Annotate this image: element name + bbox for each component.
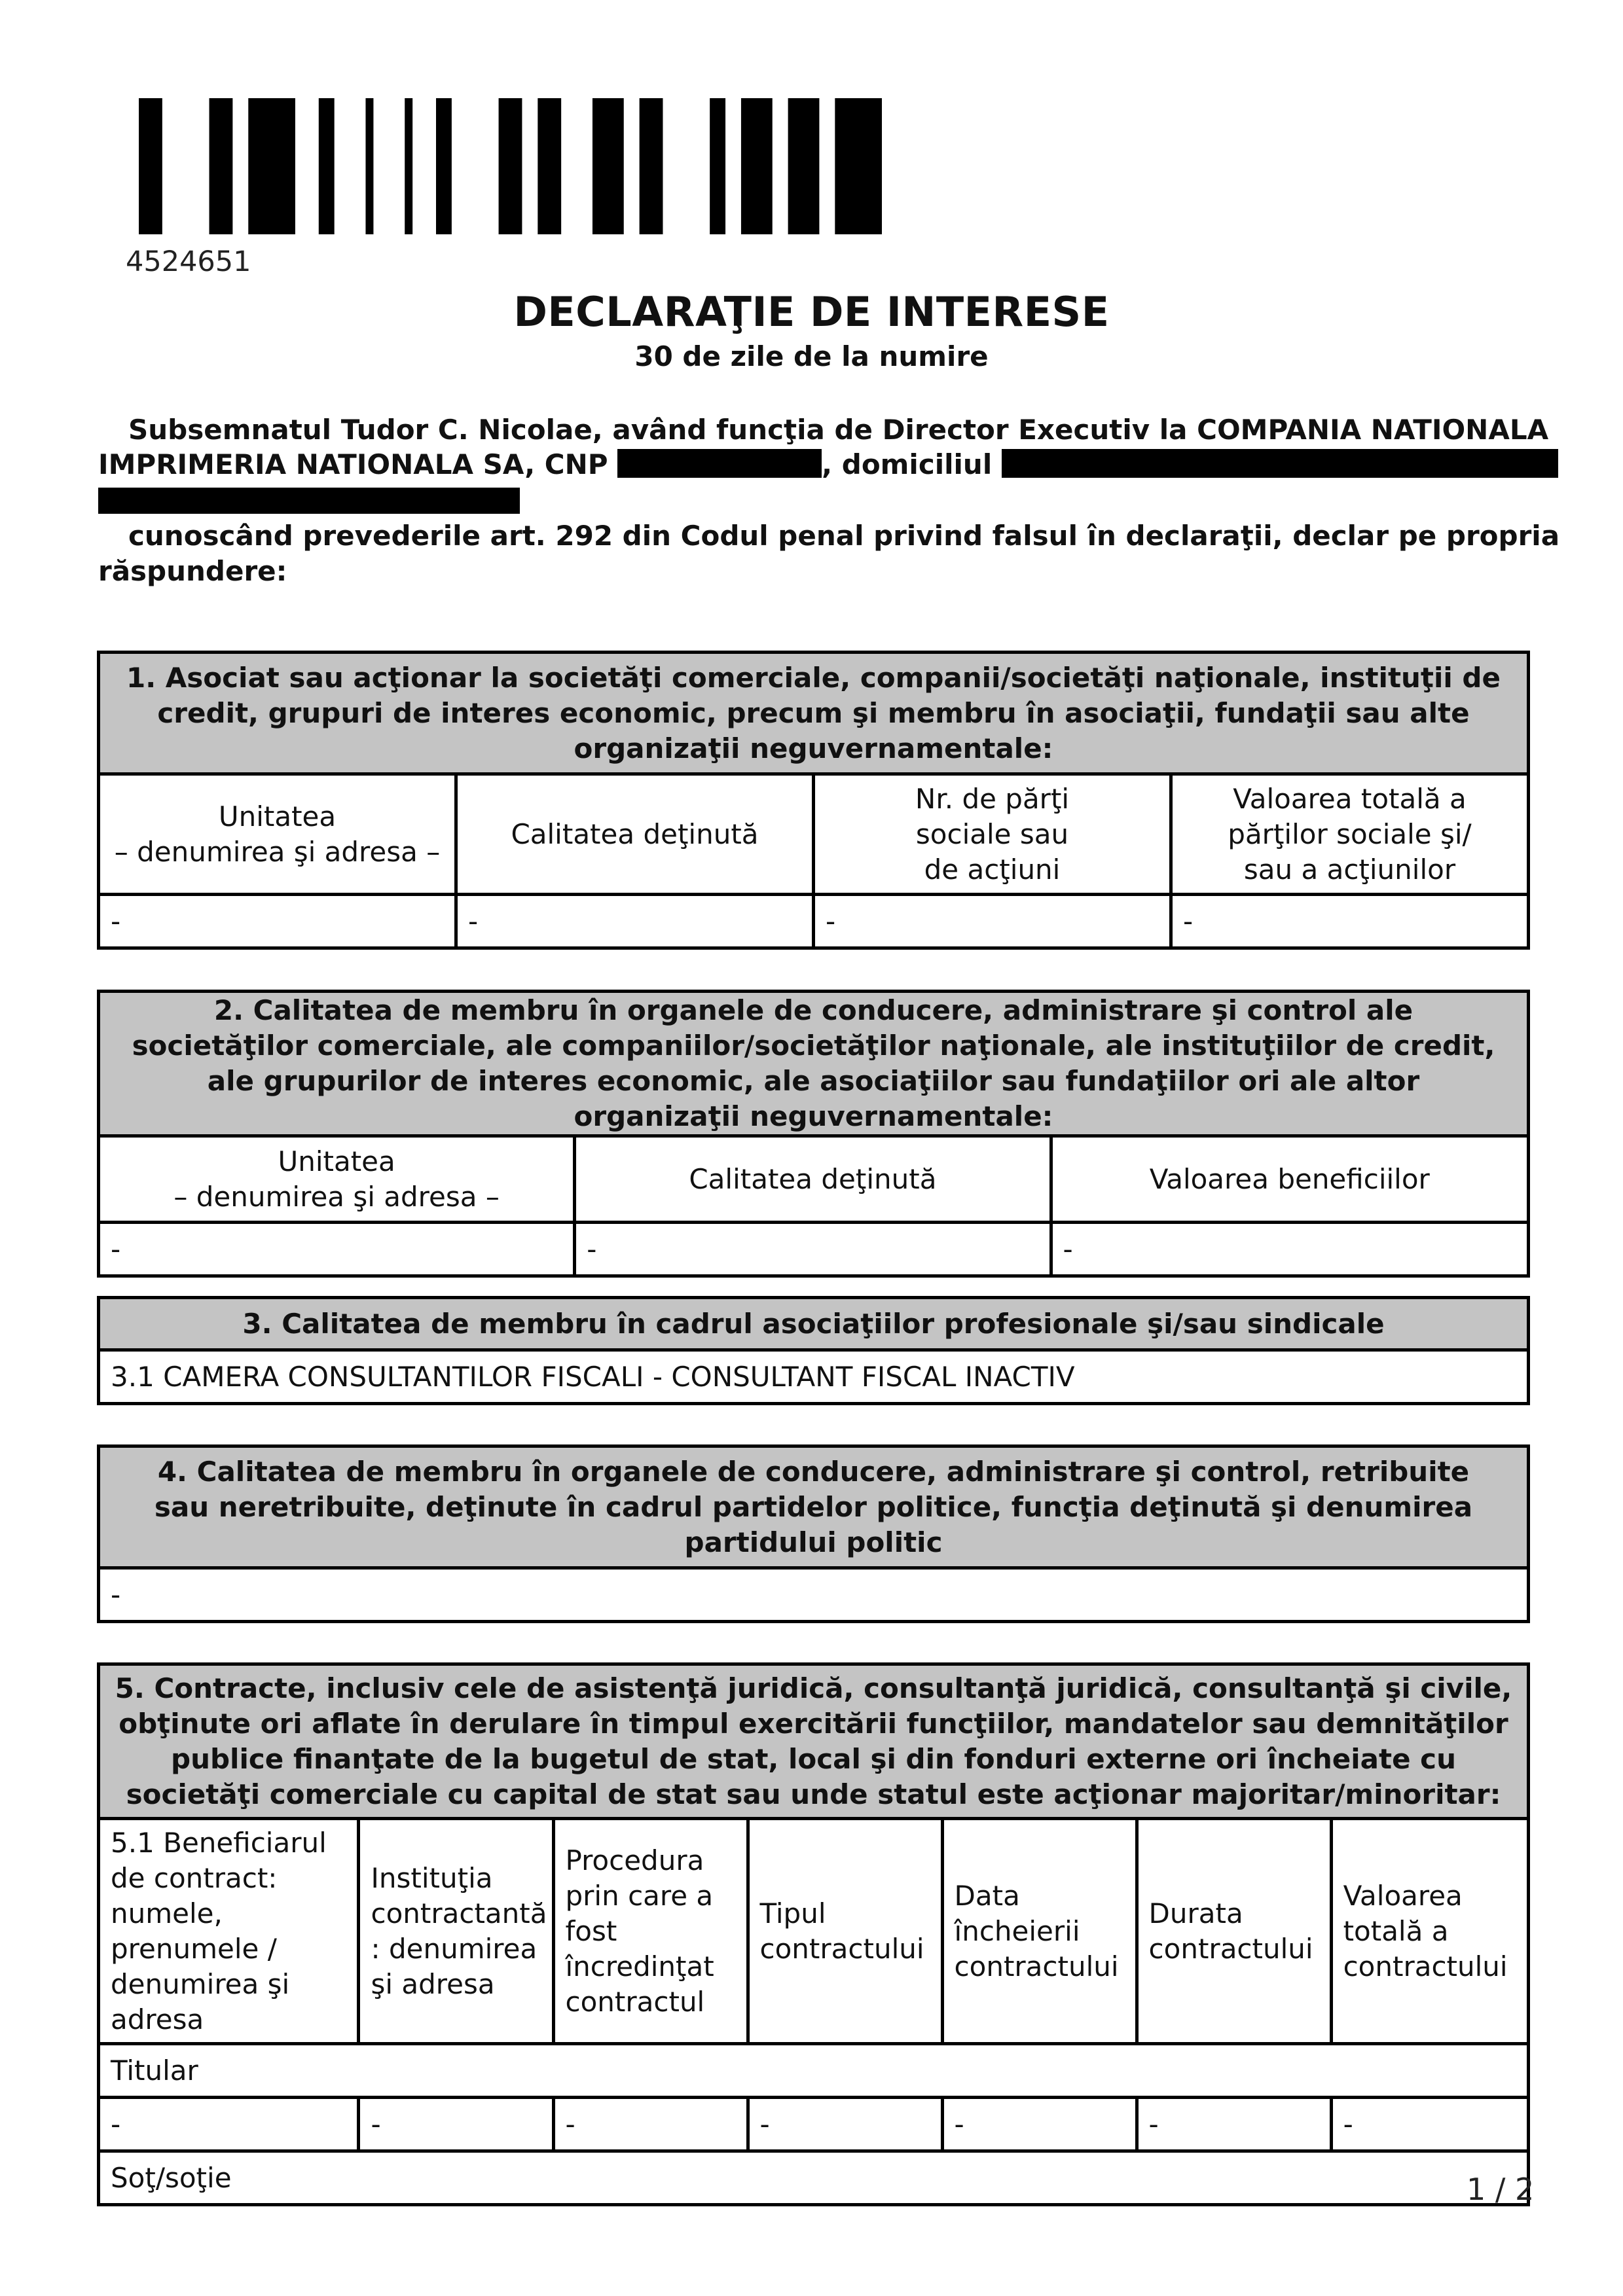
section-5-cell: - [748,2098,942,2151]
barcode-bar [640,98,663,234]
document-subtitle: 30 de zile de la numire [634,340,989,372]
section-2-cell: - [99,1223,575,1276]
section-1-table [97,651,1530,950]
section-2-col-benefits: Valoarea beneficiilor [1051,1136,1528,1223]
section-2-cell: - [575,1223,1051,1276]
barcode-bar [210,98,233,234]
section-1-title: 1. Asociat sau acţionar la societăţi comerciale, companii/societăţi naţionale, instituţii de credit, grupuri de interes economic, precum şi membru în asociaţii, fundaţii sau alte organizaţii neguvernamentale: [99,653,1529,774]
section-5-col-institution: Instituţia contractantă : denumirea şi adresa [359,1819,553,2044]
section-1-col-value: Valoarea totală a părţilor sociale şi/ sau a acţiunilor [1171,774,1529,895]
declaration-domicile-label: , domiciliul [822,448,993,480]
document-title: DECLARAŢIE DE INTERESE [513,288,1110,336]
section-5-col-procedure: Procedura prin care a fost încredinţat contractul [553,1819,748,2044]
section-3-title: 3. Calitatea de membru în cadrul asociaţiilor profesionale şi/sau sindicale [99,1298,1529,1350]
barcode-bar [593,98,624,234]
redacted-address [1002,449,1558,478]
declaration-line-2 [98,447,1558,482]
section-5-group-titular: Titular [99,2044,1529,2098]
section-2-cell: - [1051,1223,1528,1276]
barcode-bar [710,98,725,234]
declaration-line-4: cunoscând prevederile art. 292 din Codul penal privind falsul în declaraţii, declar pe propria [128,520,1560,552]
section-5-col-date: Data încheierii contractului [942,1819,1137,2044]
barcode-bar [741,98,773,234]
section-5-group-spouse: Soţ/soţie [99,2151,1529,2205]
section-2-col-role: Calitatea deţinută [575,1136,1051,1223]
barcode-bar [405,98,412,234]
section-5-col-type: Tipul contractului [748,1819,942,2044]
barcode-bar [835,98,882,234]
section-5-cell: - [1137,2098,1331,2151]
section-5-col-beneficiary: 5.1 Beneficiarul de contract: numele, prenumele / denumirea şi adresa [99,1819,359,2044]
declaration-line-5: răspundere: [98,555,287,587]
barcode-bar [436,98,452,234]
section-1-col-shares: Nr. de părţi sociale sau de acţiuni [814,774,1171,895]
barcode-bar [788,98,820,234]
barcode-bar [538,98,561,234]
section-5-cell: - [1331,2098,1528,2151]
section-1-col-role: Calitatea deţinută [456,774,814,895]
section-4-table [97,1444,1530,1623]
section-5-table [97,1662,1530,2206]
section-1-cell: - [456,895,814,948]
section-1-cell: - [99,895,456,948]
section-5-title: 5. Contracte, inclusiv cele de asistenţă juridică, consultanţă juridică, consultanţă şi civile, obţinute ori aflate în derulare în timpul exercitării funcţiilor, mandatelor sau demnităţilor publice finanţate de la bugetul de stat, local şi din fonduri externe ori încheiate cu societăţi comerciale cu capital de stat sau unde statul este acţionar majoritar/minoritar: [99,1664,1529,1819]
section-1-cell: - [814,895,1171,948]
barcode-image [139,98,882,234]
section-5-col-value: Valoarea totală a contractului [1331,1819,1528,2044]
section-5-cell: - [553,2098,748,2151]
declaration-company: IMPRIMERIA NATIONALA SA, CNP [98,448,608,480]
redacted-cnp [617,449,822,478]
barcode-bar [319,98,335,234]
section-4-title: 4. Calitatea de membru în organele de conducere, administrare şi control, retribuite sau neretribuite, deţinute în cadrul partidelor politice, funcţia deţinută şi denumirea partidului politic [99,1446,1529,1568]
barcode-bar [499,98,522,234]
section-5-col-duration: Durata contractului [1137,1819,1331,2044]
section-5-cell: - [942,2098,1137,2151]
section-3-table [97,1296,1530,1405]
barcode-bar [139,98,162,234]
declaration-line-1: Subsemnatul Tudor C. Nicolae, având funcţia de Director Executiv la COMPANIA NATIONALA [128,414,1549,446]
section-1-col-unit: Unitatea – denumirea şi adresa – [99,774,456,895]
redacted-address-line-2 [98,488,520,514]
page-number: 1 / 2 [1467,2172,1535,2207]
section-4-row: - [99,1568,1529,1622]
section-2-col-unit: Unitatea – denumirea şi adresa – [99,1136,575,1223]
barcode-number: 4524651 [126,245,251,278]
section-3-row: 3.1 CAMERA CONSULTANTILOR FISCALI - CONSULTANT FISCAL INACTIV [99,1350,1529,1404]
section-1-cell: - [1171,895,1529,948]
section-5-cell: - [359,2098,553,2151]
section-2-table [97,990,1530,1278]
barcode-bar [365,98,373,234]
section-5-cell: - [99,2098,359,2151]
barcode-bar [248,98,295,234]
section-2-title: 2. Calitatea de membru în organele de conducere, administrare şi control ale societăţilor comerciale, ale companiilor/societăţilor naţionale, ale instituţiilor de credit, ale grupurilor de interes economic, ale asociaţiilor sau fundaţiilor ori ale altor organizaţii neguvernamentale: [99,992,1529,1136]
